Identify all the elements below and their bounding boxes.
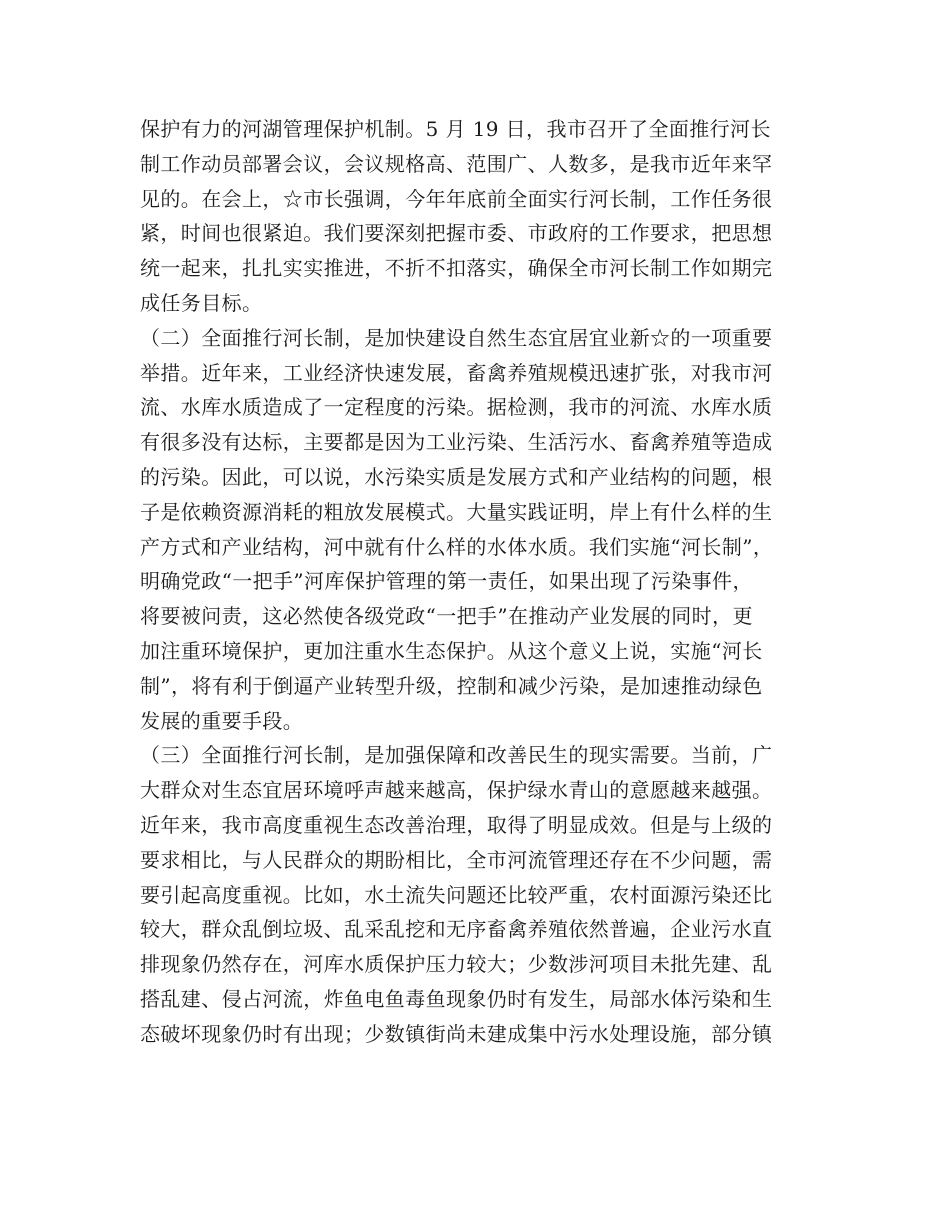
text-line: （三）全面推行河长制，是加强保障和改善民生的现实需要。当前，广 [140,743,773,768]
text-line: 有很多没有达标，主要都是因为工业污染、生活污水、畜禽养殖等造成 [140,430,773,455]
text-line: 加注重环境保护，更加注重水生态保护。从这个意义上说，实施“河长 [140,638,763,663]
text-line: 排现象仍然存在，河库水质保护压力较大；少数涉河项目未批先建、乱 [140,952,773,977]
text-line: 制工作动员部署会议，会议规格高、范围广、人数多，是我市近年来罕 [140,151,773,176]
text-line: 发展的重要手段。 [140,708,304,733]
text-line: 较大，群众乱倒垃圾、乱采乱挖和无序畜禽养殖依然普遍，企业污水直 [140,917,773,942]
text-line: 态破坏现象仍时有出现；少数镇街尚未建成集中污水处理设施，部分镇 [140,1021,773,1046]
text-line: 明确党政“一把手”河库保护管理的第一责任，如果出现了污染事件， [140,569,753,594]
text-line: 子是依赖资源消耗的粗放发展模式。大量实践证明，岸上有什么样的生 [140,499,773,524]
text-line: 紧，时间也很紧迫。我们要深刻把握市委、市政府的工作要求，把思想 [140,221,773,246]
text-line: 近年来，我市高度重视生态改善治理，取得了明显成效。但是与上级的 [140,812,773,837]
text-line: （二）全面推行河长制，是加快建设自然生态宜居宜业新☆的一项重要 [140,325,773,350]
text-line: 将要被问责，这必然使各级党政“一把手”在推动产业发展的同时，更 [140,604,753,629]
text-line: 大群众对生态宜居环境呼声越来越高，保护绿水青山的意愿越来越强。 [140,778,773,803]
text-line: 要求相比，与人民群众的期盼相比，全市河流管理还存在不少问题，需 [140,847,773,872]
text-line: 成任务目标。 [140,290,263,315]
text-line: 流、水库水质造成了一定程度的污染。据检测，我市的河流、水库水质 [140,395,773,420]
text-line: 见的。在会上，☆市长强调，今年年底前全面实行河长制，工作任务很 [140,186,773,211]
text-line: 统一起来，扎扎实实推进，不折不扣落实，确保全市河长制工作如期完 [140,256,773,281]
text-line: 保护有力的河湖管理保护机制。5 月 19 日，我市召开了全面推行河长 [140,117,771,141]
text-line: 的污染。因此，可以说，水污染实质是发展方式和产业结构的问题，根 [140,464,773,489]
text-line: 搭乱建、侵占河流，炸鱼电鱼毒鱼现象仍时有发生，局部水体污染和生 [140,986,773,1011]
text-line: 产方式和产业结构，河中就有什么样的水体水质。我们实施“河长制”， [140,534,774,559]
document-body [140,112,830,1052]
text-line: 要引起高度重视。比如，水土流失问题还比较严重，农村面源污染还比 [140,882,773,907]
text-line: 制”，将有利于倒逼产业转型升级，控制和减少污染，是加速推动绿色 [140,673,763,698]
text-line: 举措。近年来，工业经济快速发展，畜禽养殖规模迅速扩张，对我市河 [140,360,773,385]
